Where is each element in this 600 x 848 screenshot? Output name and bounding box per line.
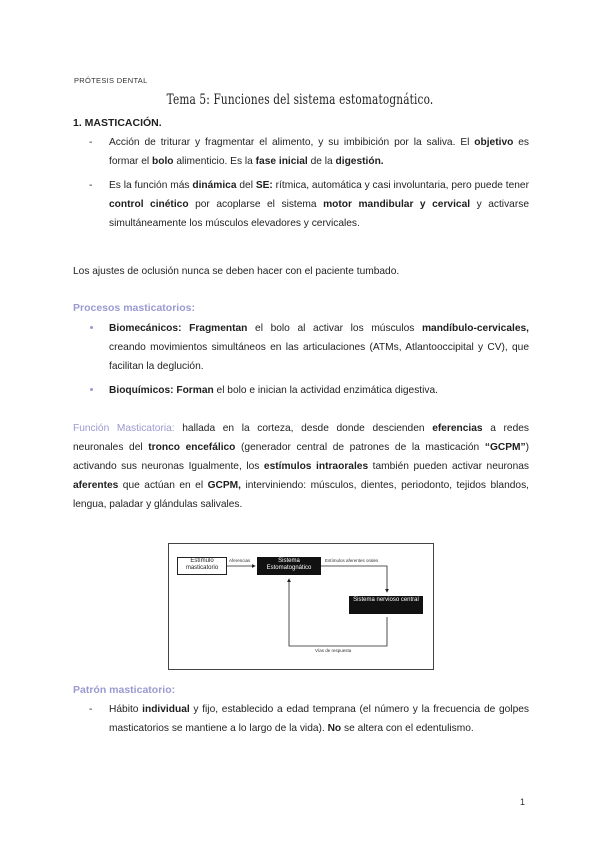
note-paragraph: Los ajustes de oclusión nunca se deben hacer con el paciente tumbado. bbox=[73, 266, 400, 277]
subheading-procesos: Procesos masticatorios: bbox=[73, 302, 195, 314]
list-item-text: Biomecánicos: Fragmentan el bolo al activar los músculos mandíbulo-cervicales, creando movimientos simultáneos en las articulaciones (ATMs, Atlantooccipital y CV), que facilitan la deglución. bbox=[109, 323, 529, 372]
list-item bbox=[73, 700, 529, 738]
funcion-paragraph: Función Masticatoria: hallada en la corteza, desde donde descienden eferencias a redes neuronales del tronco encefálico (generador central de patrones de la masticación “GCPM”) activando sus neuronas Igualmente, los estímulos intraorales también pueden activar neuronas aferentes que actúan en el GCPM, interviniendo: músculos, dientes, periodonto, tejidos blandos, lengua, paladar y glándulas salivales. bbox=[73, 423, 530, 510]
list-item bbox=[73, 176, 529, 233]
dash-marker: - bbox=[89, 137, 93, 148]
diagram-box-stimulus: Estímulo masticatorio bbox=[177, 557, 227, 575]
list-item-text: Bioquímicos: Forman el bolo e inician la actividad enzimática digestiva. bbox=[109, 385, 438, 396]
dash-marker: - bbox=[89, 704, 93, 715]
page-number: 1 bbox=[520, 797, 526, 807]
masticatory-flow-diagram bbox=[168, 543, 434, 670]
arrow-oral-afferent bbox=[319, 566, 387, 592]
list-item-text: Acción de triturar y fragmentar el alimento, y su imbibición por la saliva. El objetivo es formar el bolo alimenticio. Es la fase inicial de la digestión. bbox=[109, 137, 530, 167]
dash-marker: - bbox=[89, 180, 93, 191]
diagram-label-afferent: Aferencias bbox=[229, 558, 251, 563]
diagram-label-oral-afferent: Estímulos aferentes orales bbox=[325, 558, 379, 563]
document-header: PRÓTESIS DENTAL bbox=[74, 76, 148, 85]
diagram-box-stomatognathic: Sistema Estomatognático bbox=[257, 557, 321, 575]
subheading-patron: Patrón masticatorio: bbox=[73, 684, 176, 696]
page-title: Tema 5: Funciones del sistema estomatognático. bbox=[166, 92, 434, 108]
diagram-label-response: Vías de respuesta bbox=[315, 648, 352, 653]
diagram-box-cns: Sistema nervioso central bbox=[349, 596, 423, 614]
list-item bbox=[73, 381, 529, 400]
section-heading-masticacion: 1. MASTICACIÓN. bbox=[73, 117, 162, 129]
list-item bbox=[73, 319, 529, 376]
list-item-text: Es la función más dinámica del SE: rítmica, automática y casi involuntaria, pero puede tener control cinético por acoplarse el sistema motor mandibular y cervical y activarse simultáneamente los músculos elevadores y cervicales. bbox=[109, 180, 529, 229]
bullet-icon bbox=[90, 388, 93, 391]
bullet-icon bbox=[90, 326, 93, 329]
list-item bbox=[73, 133, 529, 171]
list-item-text: Hábito individual y fijo, establecido a edad temprana (el número y la frecuencia de golpes masticatorios se mantiene a lo largo de la vida). No se altera con el edentulismo. bbox=[109, 704, 529, 734]
